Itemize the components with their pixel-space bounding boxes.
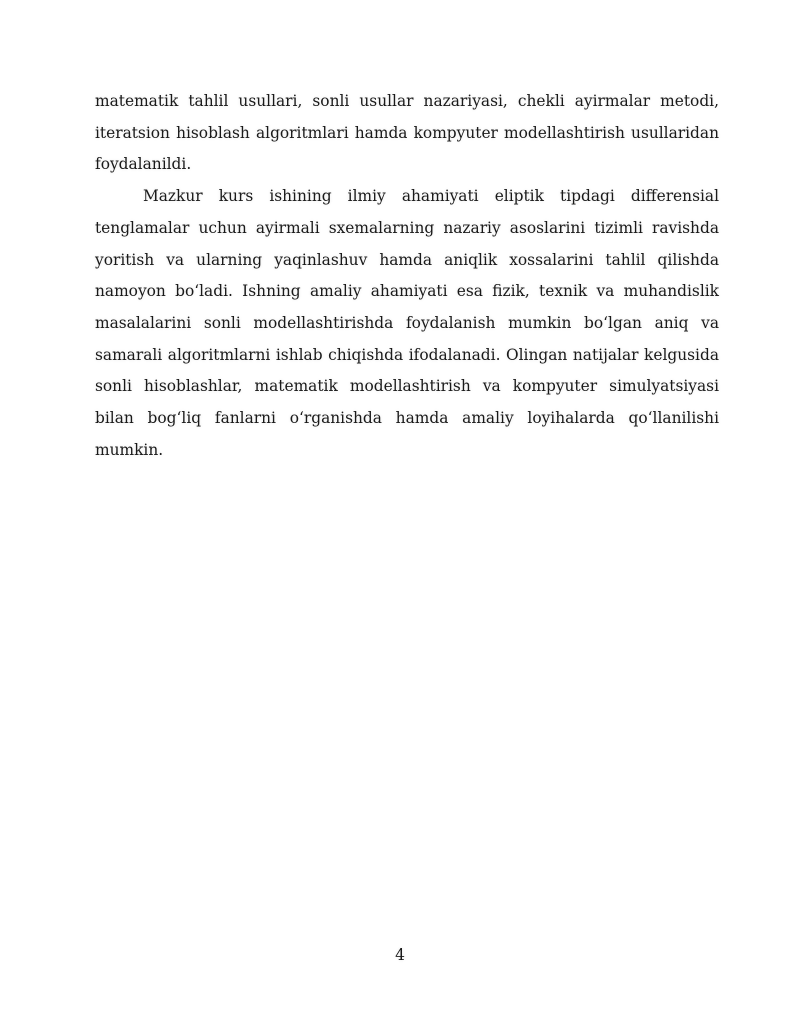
paragraph-significance: Mazkur kurs ishining ilmiy ahamiyati eliptik tipdagi differensial tenglamalar uchun ayirmali sxemalarning nazariy asoslarini tizimli ravishda yoritish va ularning yaqinlashuv hamda aniqlik xossalarini tahlil qilishda namoyon boʻladi. Ishning amaliy ahamiyati esa fizik, texnik va muhandislik masalalarini sonli modellashtirishda foydalanish mumkin boʻlgan aniq va samarali algoritmlarni ishlab chiqishda ifodalanadi. Olingan natijalar kelgusida sonli hisoblashlar, matematik modellashtirish va kompyuter simulyatsiyasi bilan bogʻliq fanlarni oʻrganishda hamda amaliy loyihalarda qoʻllanilishi mumkin. [95,187,719,459]
paragraph-continuation: matematik tahlil usullari, sonli usullar nazariyasi, chekli ayirmalar metodi, iteratsion hisoblash algoritmlari hamda kompyuter modellashtirish usullaridan foydalanildi. [95,92,719,174]
page-number: 4 [395,946,405,964]
body-text [95,86,719,466]
